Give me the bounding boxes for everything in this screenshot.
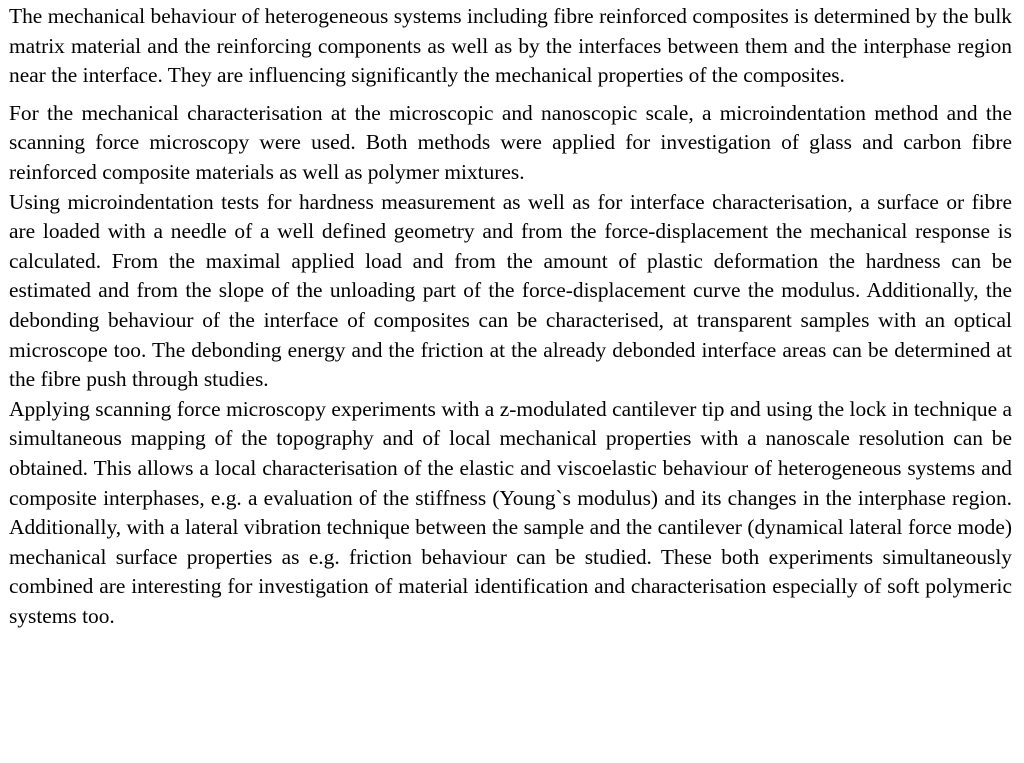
document-body — [9, 2, 1012, 631]
paragraph-interfaces: The mechanical behaviour of heterogeneous systems including fibre reinforced composites is determined by the bulk matrix material and the reinforcing components as well as by the interfaces between them and the interphase region near the interface. They are influencing significantly the mechanical properties of the composites. — [9, 4, 1012, 88]
paragraph-microindentation: Using microindentation tests for hardness measurement as well as for interface characterisation, a surface or fibre are loaded with a needle of a well defined geometry and from the force-displacement the mechanical response is calculated. From the maximal applied load and from the amount of plastic deformation the hardness can be estimated and from the slope of the unloading part of the force-displacement curve the modulus. Additionally, the debonding behaviour of the interface of composites can be characterised, at transparent samples with an optical microscope too. The debonding energy and the friction at the already debonded interface areas can be determined at the fibre push through studies. — [9, 189, 1012, 392]
paragraph-characterisation-methods: For the mechanical characterisation at the microscopic and nanoscopic scale, a microindentation method and the scanning force microscopy were used. Both methods were applied for investigation of glass and carbon fibre reinforced composite materials as well as polymer mixtures. — [9, 100, 1012, 184]
paragraph-scanning-force-microscopy: Applying scanning force microscopy experiments with a z-modulated cantilever tip and using the lock in technique a simultaneous mapping of the topography and of local mechanical properties with a nanoscale resolution can be obtained. This allows a local characterisation of the elastic and viscoelastic behaviour of heterogeneous systems and composite interphases, e.g. a evaluation of the stiffness (Young`s modulus) and its changes in the interphase region. Additionally, with a lateral vibration technique between the sample and the cantilever (dynamical lateral force mode) mechanical surface properties as e.g. friction behaviour can be studied. These both experiments simultaneously combined are interesting for investigation of material identification and characterisation especially of soft polymeric systems too. — [9, 396, 1012, 628]
